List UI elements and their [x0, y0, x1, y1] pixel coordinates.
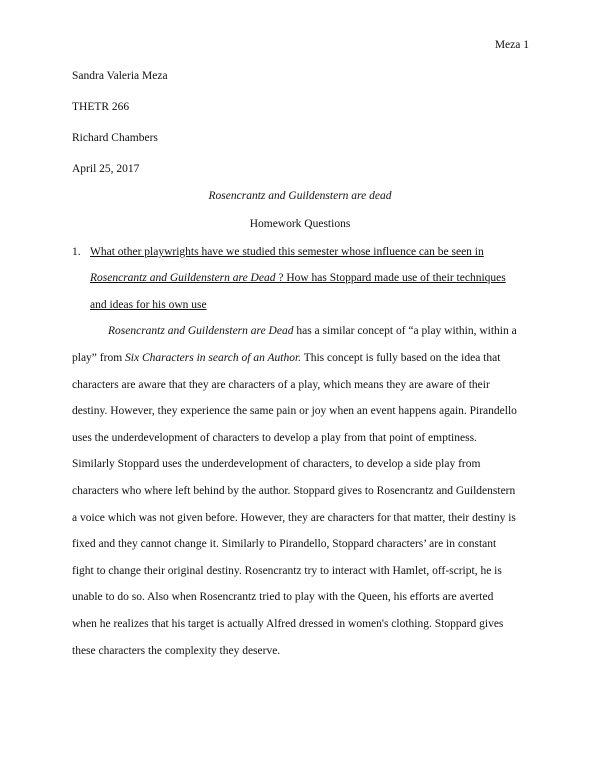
- course-code: THETR 266: [72, 101, 130, 113]
- paragraph-line: uses the underdevelopment of characters to develop a play from that point of emptiness.: [72, 432, 477, 444]
- instructor-name: Richard Chambers: [72, 132, 158, 144]
- question-line-1: What other playwrights have we studied this semester whose influence can be seen in: [90, 246, 484, 258]
- document-title: Rosencrantz and Guildenstern are dead: [208, 190, 392, 202]
- paragraph-line: characters who where left behind by the author. Stoppard gives to Rosencrantz and Guildenstern: [72, 485, 516, 497]
- paragraph-line: these characters the complexity they deserve.: [72, 645, 281, 657]
- paragraph-line: destiny. However, they experience the same pain or joy when an event happens again. Pirandello: [72, 405, 517, 417]
- page-header: Meza 1: [494, 39, 529, 51]
- paragraph-line: characters are aware that they are characters of a play, which means they are aware of their: [72, 379, 490, 391]
- question-line-3: and ideas for his own use: [90, 299, 207, 311]
- document-date: April 25, 2017: [72, 163, 140, 175]
- paragraph-line: fight to change their original destiny. Rosencrantz try to interact with Hamlet, off-script, he is: [72, 565, 502, 577]
- question-number: 1.: [72, 246, 81, 258]
- question-line-2: Rosencrantz and Guildenstern are Dead ? How has Stoppard made use of their techniques: [90, 272, 506, 284]
- document-subtitle: Homework Questions: [249, 218, 351, 230]
- paragraph-line: when he realizes that his target is actually Alfred dressed in women's clothing. Stoppard gives: [72, 618, 504, 630]
- paragraph-line: unable to do so. Also when Rosencrantz tried to play with the Queen, his efforts are averted: [72, 591, 494, 603]
- paragraph-line: a voice which was not given before. However, they are characters for that matter, their destiny is: [72, 512, 516, 524]
- paragraph-line: fixed and they cannot change it. Similarly to Pirandello, Stoppard characters’ are in constant: [72, 538, 497, 550]
- author-name: Sandra Valeria Meza: [72, 70, 168, 82]
- paragraph-line: Rosencrantz and Guildenstern are Dead has a similar concept of “a play within, within a: [108, 325, 517, 337]
- paragraph-line: Similarly Stoppard uses the underdevelopment of characters, to develop a side play from: [72, 458, 481, 470]
- paragraph-line: play” from Six Characters in search of an Author. This concept is fully based on the idea that: [72, 352, 501, 364]
